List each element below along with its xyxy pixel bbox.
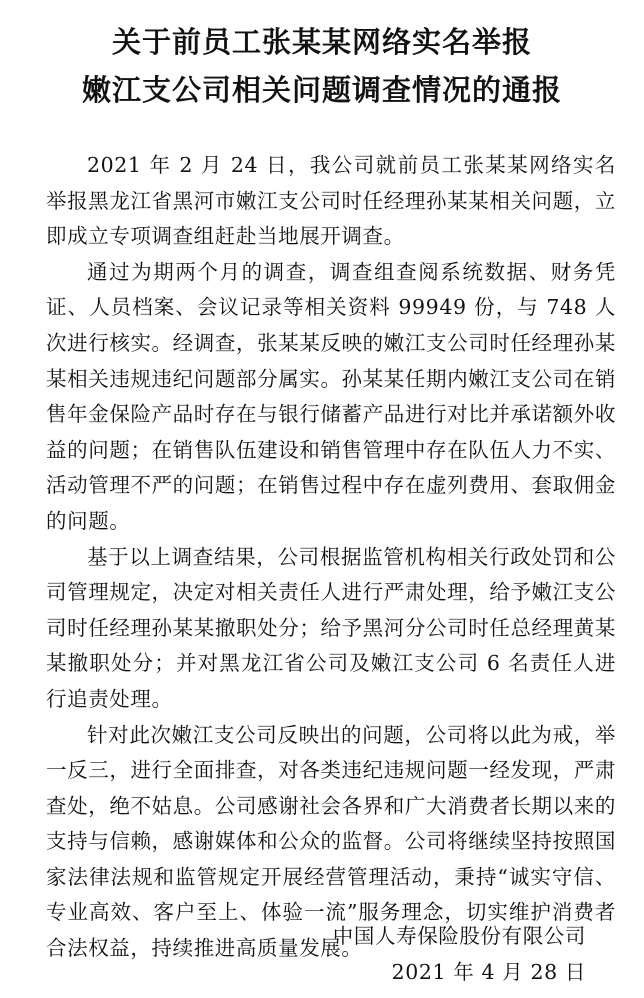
paragraph-1: 2021 年 2 月 24 日，我公司就前员工张某某网络实名举报黑龙江省黑河市嫩江支公司时任经理孙某某相关问题，立即成立专项调查组赶赴当地展开调查。 — [46, 153, 616, 249]
paragraph-4: 针对此次嫩江支公司反映出的问题，公司将以此为戒，举一反三，进行全面排查，对各类违纪违规问题一经发现，严肃查处，绝不姑息。公司感谢社会各界和广大消费者长期以来的支持与信赖，感谢媒体和公众的监督。公司将继续坚持按照国家法律法规和监管规定开展经营管理活动，秉持“诚实守信、专业高效、客户至上、体验一流”服务理念，切实维护消费者合法权益，持续推进高质量发展。 — [46, 722, 616, 961]
signature-organization: 中国人寿保险股份有限公司 — [332, 924, 586, 948]
document-body — [46, 148, 616, 967]
paragraph-2: 通过为期两个月的调查，调查组查阅系统数据、财务凭证、人员档案、会议记录等相关资料 99949 份，与 748 人次进行核实。经调查，张某某反映的嫩江支公司时任经理孙某某相关违规违纪问题部分属实。孙某某任期内嫩江支公司在销售年金保险产品时存在与银行储蓄产品进行对比并承诺额外收益的问题；在销售队伍建设和销售管理中存在队伍人力不实、活动管理不严的问题；在销售过程中存在虚列费用、套取佣金的问题。 — [46, 259, 616, 533]
paragraph-3: 基于以上调查结果，公司根据监管机构相关行政处罚和公司管理规定，决定对相关责任人进行严肃处理，给予嫩江支公司时任经理孙某某撤职处分；给予黑河分公司时任总经理黄某某撤职处分；并对黑龙江省公司及嫩江支公司 6 名责任人进行追责处理。 — [46, 544, 616, 711]
document-title-line-2: 嫩江支公司相关问题调查情况的通报 — [81, 73, 562, 107]
document-title-line-1: 关于前员工张某某网络实名举报 — [111, 25, 532, 59]
signature-date: 2021 年 4 月 28 日 — [391, 960, 586, 984]
signature-block — [333, 918, 586, 990]
